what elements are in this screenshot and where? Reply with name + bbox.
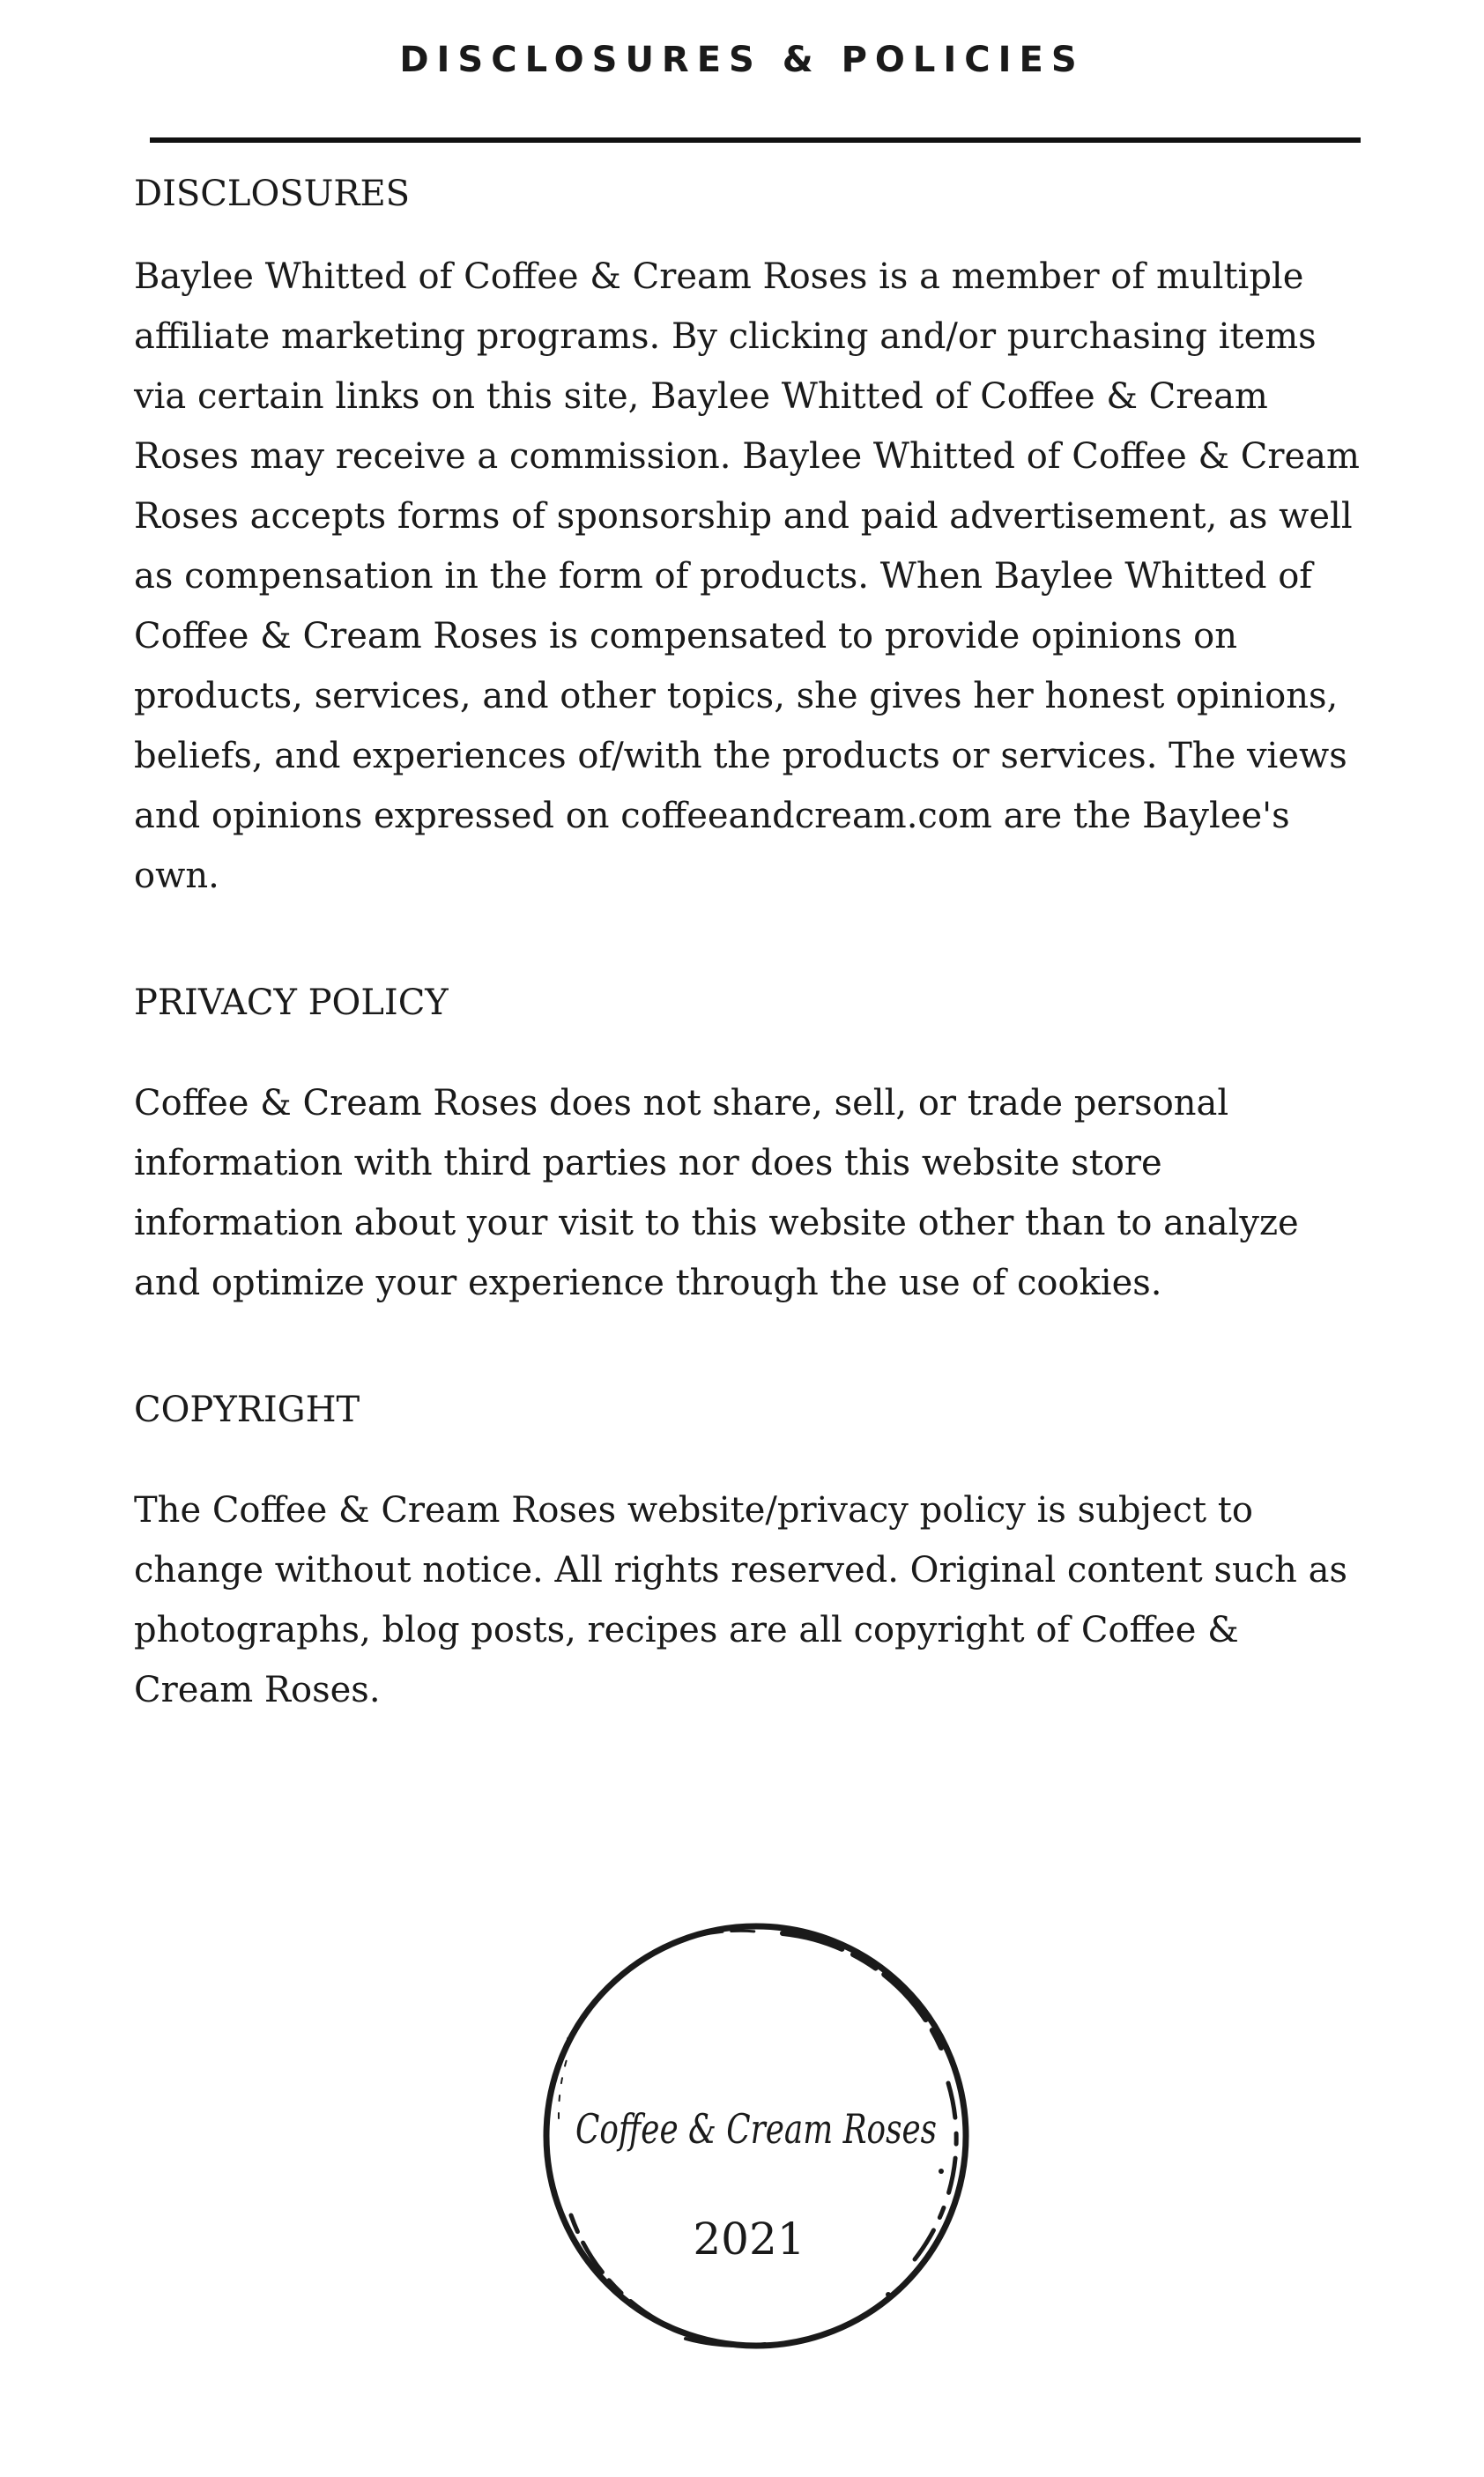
copyright-body: The Coffee & Cream Roses website/privacy policy is subject to change without notice. All rights reserved. Original content such as photographs, blog posts, recipes are all copyright of Coffee & Cream Roses. — [134, 1490, 1347, 1710]
logo-year: 2021 — [693, 2214, 805, 2265]
page-title: DISCLOSURES & POLICIES — [399, 40, 1085, 80]
disclosures-body: Baylee Whitted of Coffee & Cream Roses is a member of multiple affiliate marketing programs. By clicking and/or purchasing items via certain links on this site, Baylee Whitted of Coffee & Cream Roses may receive a commission. Baylee Whitted of Coffee & Cream Roses accepts forms of sponsorship and paid advertisement, as well as compensation in the form of products. When Baylee Whitted of Coffee & Cream Roses is compensated to provide opinions on products, services, and other topics, she gives her honest opinions, beliefs, and experiences of/with the products or services. The views and opinions expressed on coffeeandcream.com are the Baylee's own. — [134, 256, 1360, 896]
privacy-policy-body: Coffee & Cream Roses does not share, sell, or trade personal information with third parties nor does this website store information about your visit to this website other than to analyze and optimize your experience through the use of cookies. — [134, 1083, 1299, 1303]
copyright-heading: COPYRIGHT — [134, 1390, 360, 1430]
seal-ring-icon — [527, 1907, 985, 2365]
logo-script-text: Coffee & Cream Roses — [575, 2105, 937, 2153]
title-divider — [150, 137, 1361, 143]
privacy-policy-heading: PRIVACY POLICY — [134, 983, 449, 1023]
disclosures-heading: DISCLOSURES — [134, 174, 411, 214]
brand-logo-seal — [527, 1907, 985, 2365]
policy-content — [134, 167, 1368, 1720]
